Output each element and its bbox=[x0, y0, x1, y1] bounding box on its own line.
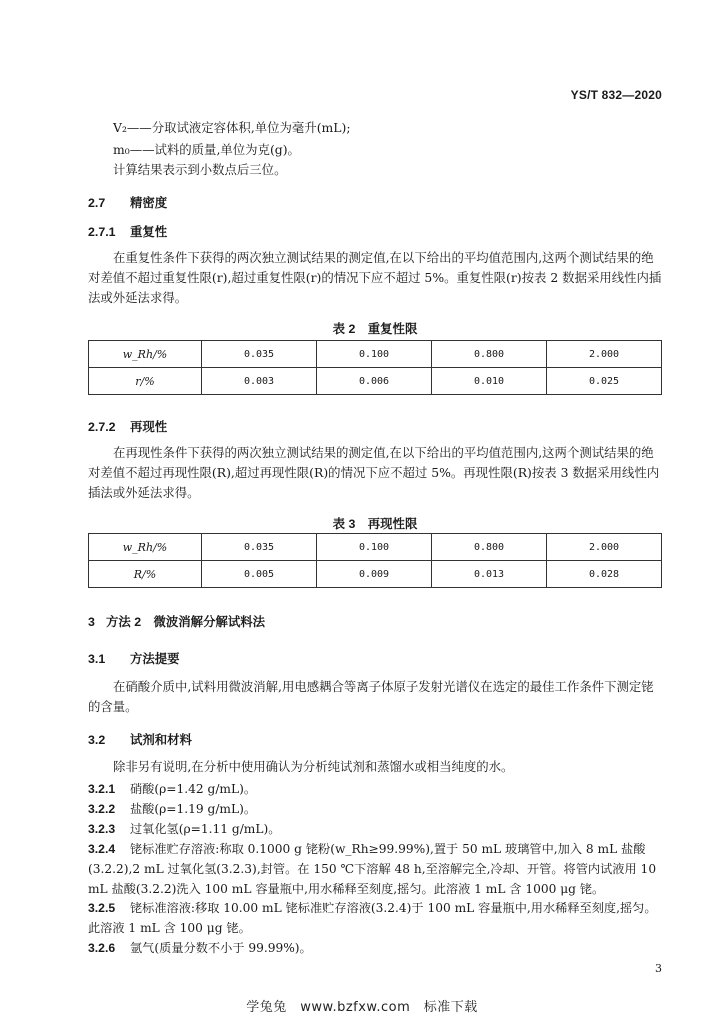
repeatability-paragraph: 在重复性条件下获得的两次独立测试结果的测定值,在以下给出的平均值范围内,这两个测试结果的绝对差值不超过重复性限(r),超过重复性限(r)的情况下应不超过 5%。重复性限(r)按表 2 数据采用线性内插法或外延法求得。 bbox=[88, 250, 662, 305]
section-heading-3-2 bbox=[88, 730, 192, 748]
reproducibility-paragraph: 在再现性条件下获得的两次独立测试结果的测定值,在以下给出的平均值范围内,这两个测试结果的绝对差值不超过再现性限(R),超过再现性限(R)的情况下应不超过 5%。再现性限(R)按表 3 数据采用线性内插法或外延法求得。 bbox=[88, 445, 660, 500]
method-summary-paragraph: 在硝酸介质中,试料用微波消解,用电感耦合等离子体原子发射光谱仪在选定的最佳工作条件下测定铑的含量。 bbox=[88, 679, 654, 714]
section-title: 方法提要 bbox=[130, 652, 180, 666]
section-heading-2-7 bbox=[88, 193, 167, 211]
reproducibility-table bbox=[88, 533, 662, 588]
item-text: 盐酸(ρ=1.19 g/mL)。 bbox=[130, 802, 257, 816]
table-cell: 0.009 bbox=[317, 561, 432, 588]
section-title: 试剂和材料 bbox=[130, 733, 192, 747]
variable-m0-definition: m₀——试料的质量,单位为克(g)。 bbox=[113, 142, 300, 157]
section-number: 2.7 bbox=[88, 196, 106, 210]
item-number: 3.2.1 bbox=[88, 782, 116, 796]
row-label: R/% bbox=[89, 561, 202, 588]
section-heading-2-7-2 bbox=[88, 417, 167, 435]
section-title: 精密度 bbox=[130, 196, 168, 210]
item-text: 氩气(质量分数不小于 99.99%)。 bbox=[130, 941, 312, 955]
section-title: 重复性 bbox=[130, 225, 168, 239]
table-2-caption: 表 2 重复性限 bbox=[332, 322, 418, 336]
variable-v2-definition: V₂——分取试液定容体积,单位为毫升(mL); bbox=[113, 120, 351, 135]
row-label: r/% bbox=[89, 368, 202, 395]
list-item bbox=[88, 799, 662, 819]
table-3-caption: 表 3 再现性限 bbox=[332, 517, 418, 531]
table-cell: 0.006 bbox=[317, 368, 432, 395]
table-cell: 0.035 bbox=[202, 534, 317, 561]
section-number: 3.1 bbox=[88, 652, 106, 666]
list-item bbox=[88, 839, 662, 899]
repeatability-table bbox=[88, 340, 662, 395]
table-cell: 0.010 bbox=[432, 368, 547, 395]
item-number: 3.2.3 bbox=[88, 822, 116, 836]
list-item bbox=[88, 779, 662, 799]
standard-number: YS/T 832—2020 bbox=[570, 88, 662, 102]
list-item bbox=[88, 819, 662, 839]
table-cell: 0.013 bbox=[432, 561, 547, 588]
item-text: 铑标准溶液:移取 10.00 mL 铑标准贮存溶液(3.2.4)于 100 mL 容量瓶中,用水稀释至刻度,摇匀。此溶液 1 mL 含 100 μg 铑。 bbox=[88, 901, 657, 935]
page-number: 3 bbox=[655, 962, 662, 975]
table-cell: 0.003 bbox=[202, 368, 317, 395]
section-heading-3-1 bbox=[88, 649, 180, 667]
section-number: 3 bbox=[88, 615, 95, 629]
list-item bbox=[88, 898, 662, 938]
section-heading-2-7-1 bbox=[88, 222, 167, 240]
row-label: w_Rh/% bbox=[89, 534, 202, 561]
item-number: 3.2.6 bbox=[88, 941, 116, 955]
item-text: 硝酸(ρ=1.42 g/mL)。 bbox=[130, 782, 257, 796]
table-row bbox=[89, 368, 662, 395]
item-number: 3.2.4 bbox=[88, 842, 116, 856]
section-heading-3 bbox=[88, 612, 265, 630]
section-number: 2.7.2 bbox=[88, 420, 116, 434]
item-number: 3.2.5 bbox=[88, 901, 116, 915]
section-number: 3.2 bbox=[88, 733, 106, 747]
section-title: 再现性 bbox=[130, 420, 168, 434]
item-text: 铑标准贮存溶液:称取 0.1000 g 铑粉(w_Rh≥99.99%),置于 50 mL 玻璃管中,加入 8 mL 盐酸(3.2.2),2 mL 过氧化氢(3.2.3),封管。在 150 ℃下溶解 48 h,至溶解完全,冷却、开管。将管内试液用 10 mL 盐酸(3.2.2)洗入 100 mL 容量瓶中,用水稀释至刻度,摇匀。此溶液 1 mL 含 1000 μg 铑。 bbox=[88, 842, 657, 896]
table-cell: 2.000 bbox=[547, 341, 662, 368]
row-label: w_Rh/% bbox=[89, 341, 202, 368]
calculation-note: 计算结果表示到小数点后三位。 bbox=[113, 162, 287, 177]
table-cell: 2.000 bbox=[547, 534, 662, 561]
section-title: 方法 2 微波消解分解试料法 bbox=[106, 615, 266, 629]
table-cell: 0.035 bbox=[202, 341, 317, 368]
table-cell: 0.100 bbox=[317, 341, 432, 368]
section-number: 2.7.1 bbox=[88, 225, 116, 239]
table-cell: 0.800 bbox=[432, 534, 547, 561]
table-cell: 0.100 bbox=[317, 534, 432, 561]
item-number: 3.2.2 bbox=[88, 802, 116, 816]
footer-watermark: 学兔兔 www.bzfxw.com 标准下载 bbox=[246, 1000, 478, 1015]
table-row bbox=[89, 561, 662, 588]
table-row bbox=[89, 341, 662, 368]
table-cell: 0.800 bbox=[432, 341, 547, 368]
item-text: 过氧化氢(ρ=1.11 g/mL)。 bbox=[130, 822, 281, 836]
table-cell: 0.028 bbox=[547, 561, 662, 588]
table-row bbox=[89, 534, 662, 561]
table-cell: 0.005 bbox=[202, 561, 317, 588]
reagents-intro: 除非另有说明,在分析中使用确认为分析纯试剂和蒸馏水或相当纯度的水。 bbox=[113, 759, 514, 774]
list-item bbox=[88, 938, 662, 958]
table-cell: 0.025 bbox=[547, 368, 662, 395]
